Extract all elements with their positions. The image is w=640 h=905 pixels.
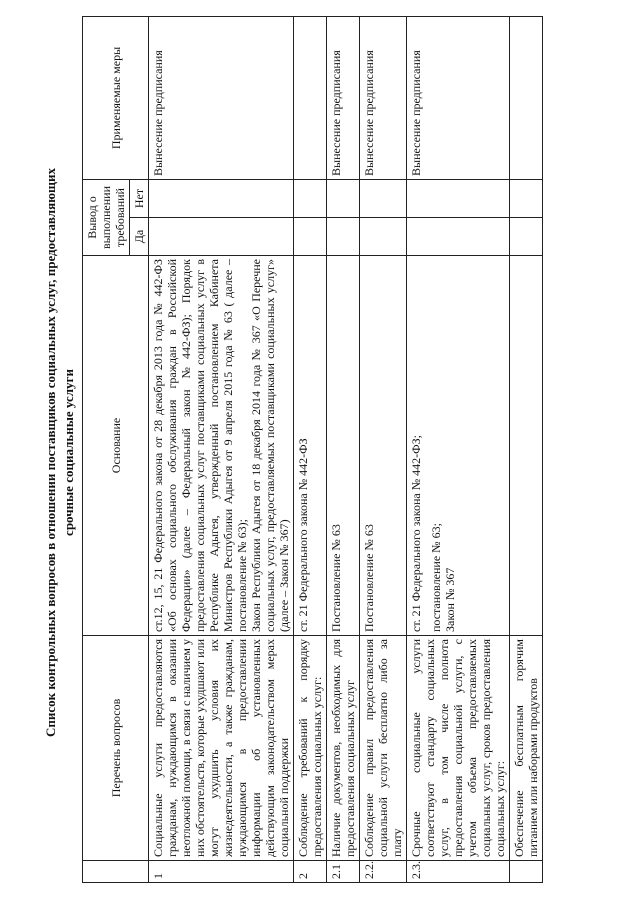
row-number: 2.3.	[407, 861, 510, 883]
row-basis	[149, 256, 294, 636]
row-number	[510, 861, 543, 883]
header-measures: Применяемые меры	[83, 16, 149, 179]
header-questions: Перечень вопросов	[83, 636, 149, 861]
header-row	[83, 16, 130, 882]
cell-no	[327, 179, 360, 217]
row-question: Соблюдение правил предоставления социальной услуги бесплатно либо за плату	[360, 636, 407, 861]
row-basis	[510, 256, 543, 636]
header-basis: Основание	[83, 256, 149, 636]
document-title-line-2: срочные социальные услуги	[61, 369, 76, 536]
basis-paragraph: Закон № 367	[443, 567, 457, 632]
table-row	[149, 16, 294, 882]
row-question: Обеспечение бесплатным горячим питанием или наборами продуктов	[510, 636, 543, 861]
row-measures: Вынесение предписания	[149, 16, 294, 179]
basis-paragraph: ст.12, 15, 21 Федерального закона от 28 декабря 2013 года № 442-ФЗ «Об основах социального обслуживания граждан в Российской Федерации» (далее – Федеральный закон №442-ФЗ); Порядок предоставления социальных услуг поставщиками социальных услуг в Республике Адыгея, утвержденный постановлением Кабинета Министров Республики Адыгея от 9 апреля 2015 года № 63 ( далее – постановление № 63);	[151, 259, 249, 632]
cell-yes	[407, 218, 510, 256]
cell-yes	[360, 218, 407, 256]
checklist-table	[82, 16, 543, 883]
row-number: 2.2.	[360, 861, 407, 883]
header-no: Нет	[130, 179, 149, 217]
cell-yes	[149, 218, 294, 256]
row-question: Наличие документов, необходимых для предоставления социальных услуг	[327, 636, 360, 861]
cell-no	[294, 179, 327, 217]
row-basis: Постановление № 63	[327, 256, 360, 636]
cell-yes	[294, 218, 327, 256]
header-number	[83, 861, 149, 883]
row-question: Срочные социальные услуги соответствуют стандарту социальных услуг, в том числе полнота предоставления социальной услуги, с учетом объема предоставляемых социальных услуг, сроков предоставления социальных услуг:	[407, 636, 510, 861]
row-number: 2.1	[327, 861, 360, 883]
cell-no	[149, 179, 294, 217]
row-question: Соблюдение требований к порядку предоставления социальных услуг:	[294, 636, 327, 861]
row-measures	[510, 16, 543, 179]
cell-no	[407, 179, 510, 217]
basis-paragraph: ст. 21 Федерального закона № 442-ФЗ;	[409, 435, 423, 632]
table-row	[360, 16, 407, 882]
row-number: 1	[149, 861, 294, 883]
basis-paragraph: Закон Республики Адыгея от 18 декабря 2014 года № 367 «О Перечне социальных услуг, предоставляемых поставщиками социальных услуг» (далее – Закон № 367)	[249, 259, 291, 632]
header-conclusion: Вывод о выполнении требований	[83, 179, 130, 255]
table-row	[294, 16, 327, 882]
table-row	[407, 16, 510, 882]
row-number: 2	[294, 861, 327, 883]
row-basis	[407, 256, 510, 636]
row-question: Социальные услуги предоставляются гражданам, нуждающимся в оказании неотложной помощи, в связи с наличием у них обстоятельств, которые ухудшают или могут ухудшить условия их жизнедеятельности, а также гражданам, нуждающимся в предоставлении информации об установленных действующим законодательством мерах социальной поддержки	[149, 636, 294, 861]
cell-no	[510, 179, 543, 217]
row-basis: ст. 21 Федерального закона № 442-ФЗ	[294, 256, 327, 636]
row-basis: Постановление № 63	[360, 256, 407, 636]
row-measures: Вынесение предписания	[327, 16, 360, 179]
table-row	[327, 16, 360, 882]
row-measures	[294, 16, 327, 179]
row-measures: Вынесение предписания	[360, 16, 407, 179]
cell-yes	[510, 218, 543, 256]
document-title-line-1: Список контрольных вопросов в отношении поставщиков социальных услуг, предоставляющих	[43, 167, 58, 738]
row-measures: Вынесение предписания	[407, 16, 510, 179]
cell-no	[360, 179, 407, 217]
basis-paragraph: постановление № 63;	[429, 523, 443, 632]
table-row	[510, 16, 543, 882]
cell-yes	[327, 218, 360, 256]
header-yes: Да	[130, 218, 149, 256]
